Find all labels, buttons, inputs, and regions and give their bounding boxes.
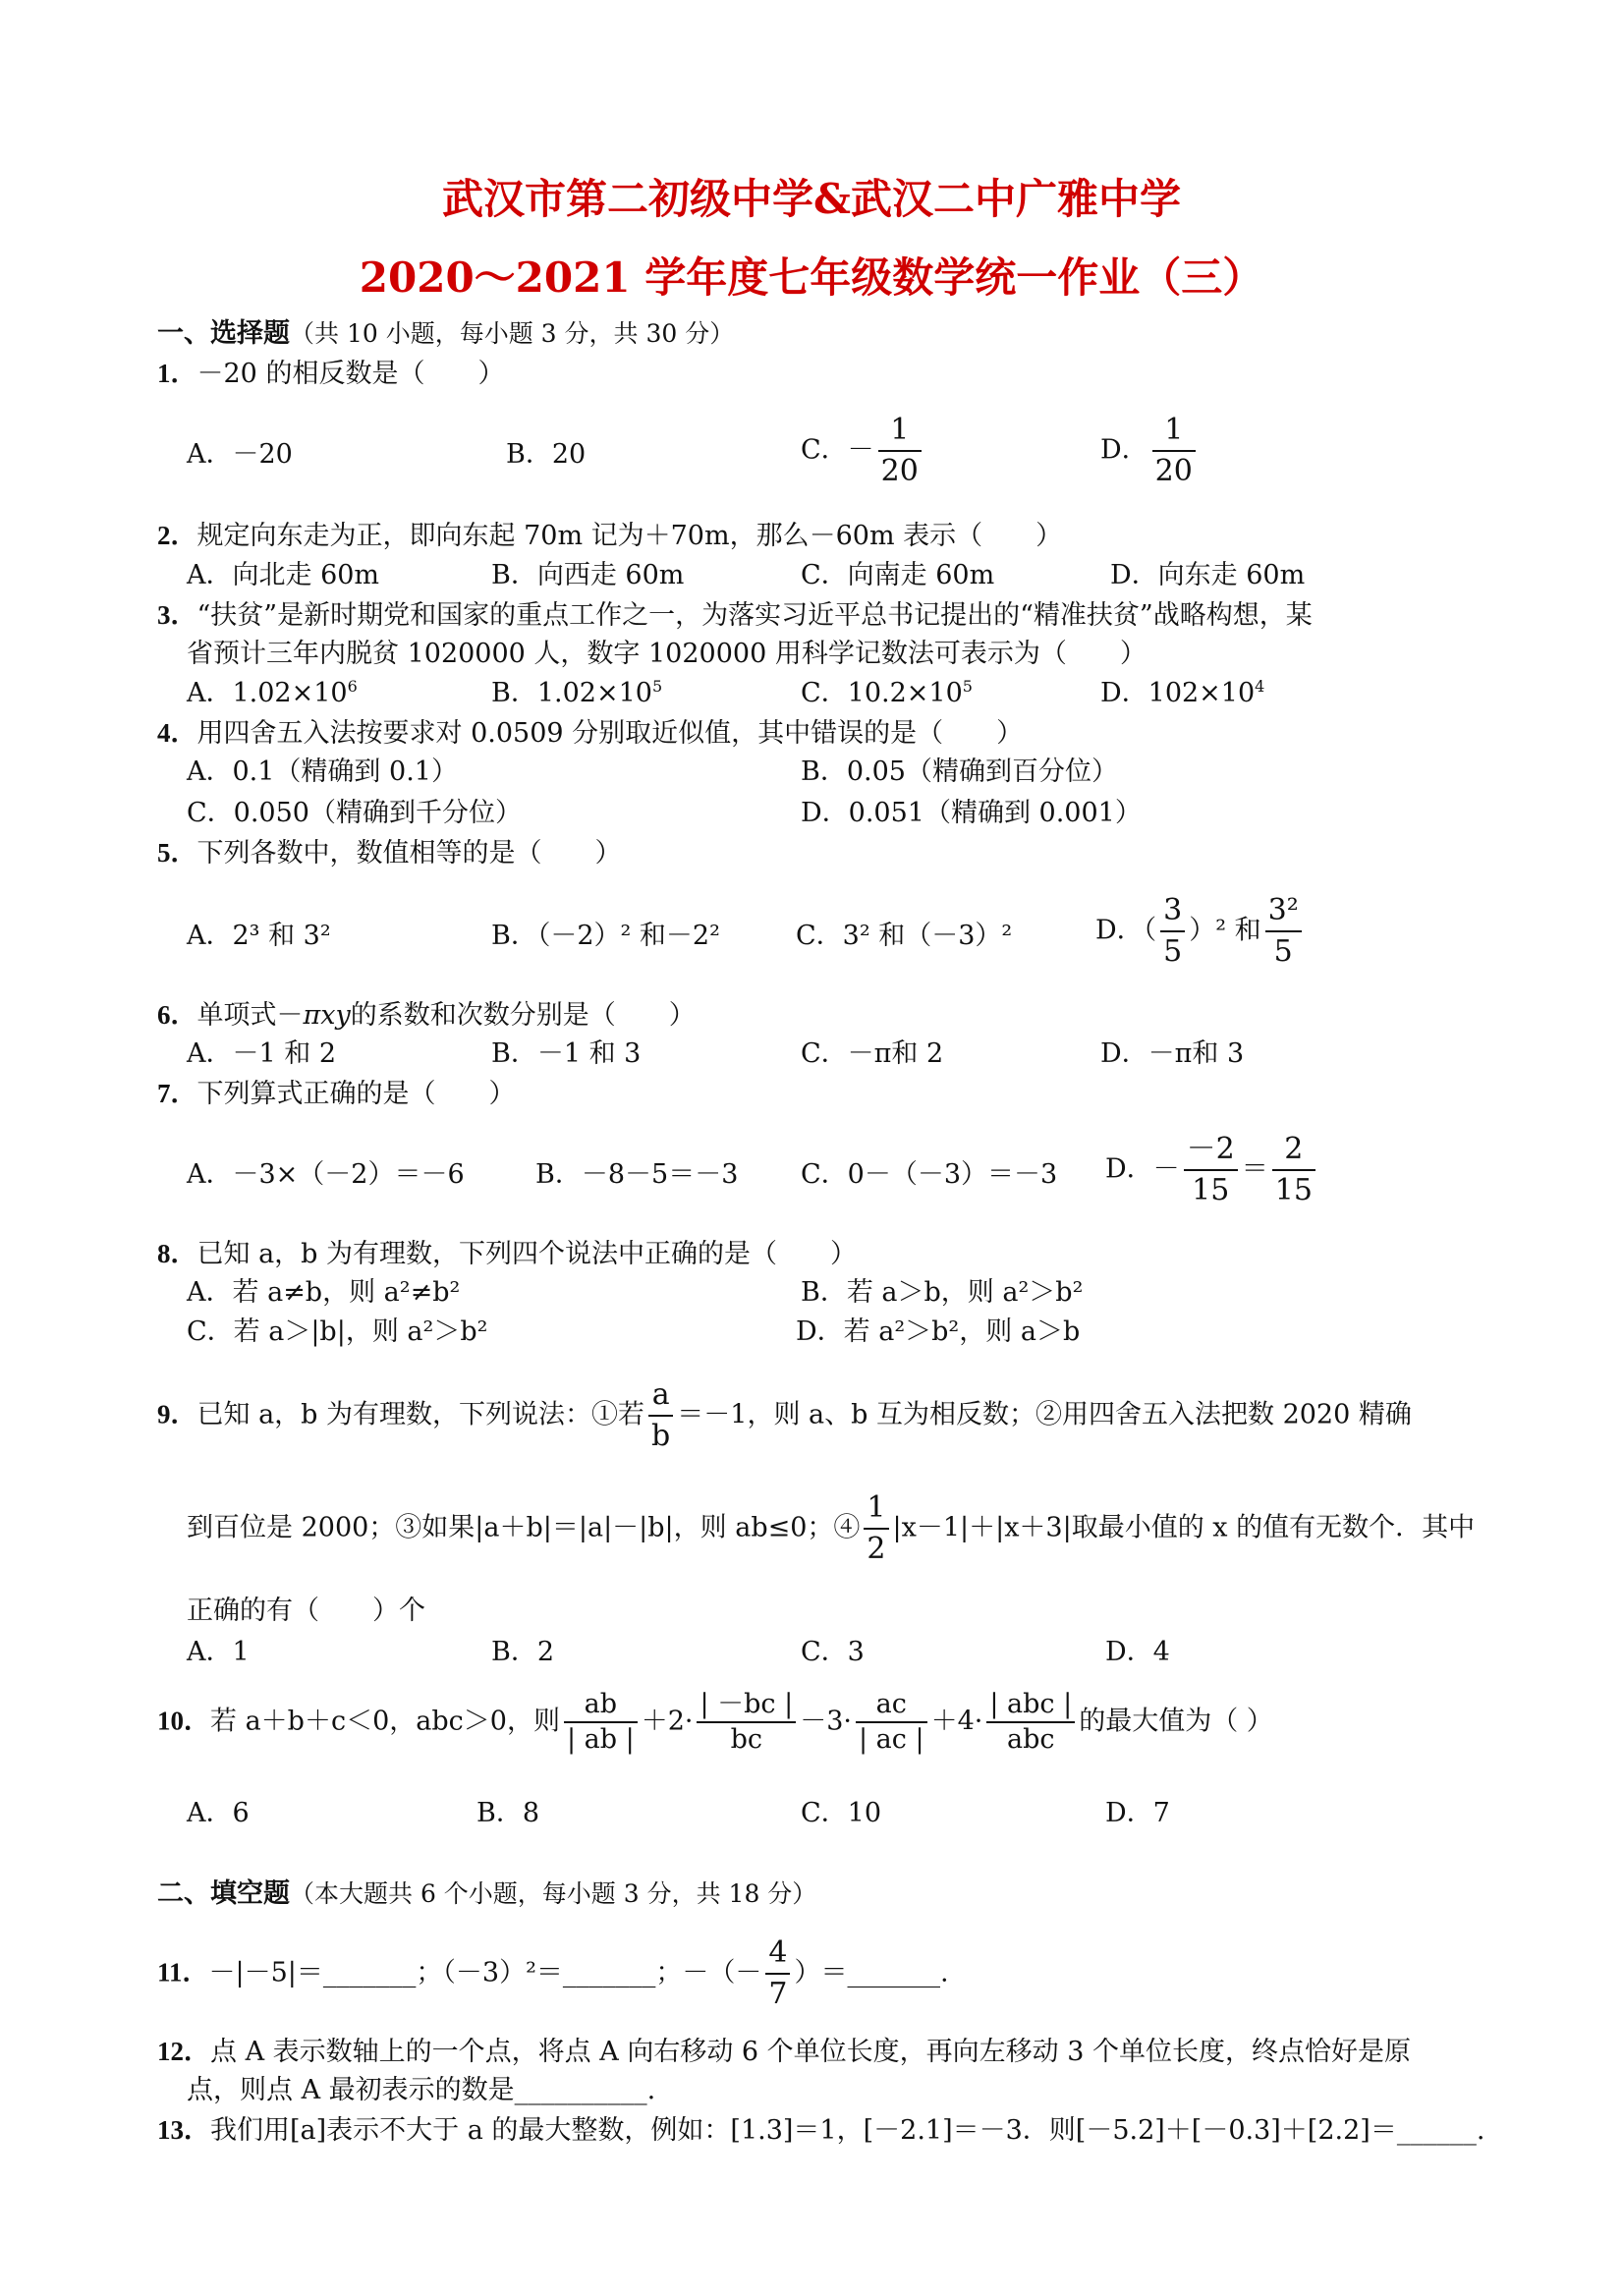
option-label: D． bbox=[1100, 434, 1148, 466]
q8-option-b: B．若 a＞b，则 a²＞b² bbox=[801, 1277, 1084, 1308]
q4-option-c: C．0.050（精确到千分位） bbox=[187, 798, 522, 828]
question-text: 用四舍五入法按要求对 0.0509 分别取近似值，其中错误的是（ ） bbox=[196, 718, 1024, 749]
fraction bbox=[1265, 891, 1302, 972]
question-6-stem bbox=[157, 997, 696, 1034]
question-text: “扶贫”是新时期党和国家的重点工作之一，为落实习近平总书记提出的“精准扶贫”战略构想，某 bbox=[196, 600, 1313, 631]
question-text: 若 a＋b＋c＜0，abc＞0，则 bbox=[210, 1706, 560, 1737]
section-2-heading bbox=[157, 1876, 816, 1912]
q6-option-d: D．－π和 3 bbox=[1100, 1038, 1245, 1069]
question-11 bbox=[157, 1933, 949, 2014]
question-text: 下列算式正确的是（ ） bbox=[196, 1079, 516, 1109]
question-text: 我们用[a]表示不大于 a 的最大整数，例如：[1.3]＝1，[－2.1]＝－3．则[－5.2]＋[－0.3]＋[2.2]＝______. bbox=[210, 2115, 1485, 2146]
question-number: 6． bbox=[157, 1000, 197, 1030]
q9-option-b: B．2 bbox=[491, 1637, 555, 1667]
q7-option-b: B．－8－5＝－3 bbox=[535, 1159, 739, 1190]
numerator: ab bbox=[564, 1688, 638, 1723]
fraction bbox=[564, 1688, 638, 1757]
question-text: |x－1|＋|x＋3|取最小值的 x 的值有无数个．其中 bbox=[892, 1512, 1476, 1543]
question-text: 点 A 表示数轴上的一个点，将点 A 向右移动 6 个单位长度，再向左移动 3 个单位长度，终点恰好是原 bbox=[210, 2037, 1412, 2067]
q2-option-b: B．向西走 60m bbox=[491, 560, 685, 590]
q3-option-c bbox=[801, 676, 973, 711]
question-3-stem bbox=[157, 597, 1313, 634]
q9-option-a: A．1 bbox=[187, 1637, 250, 1667]
fraction bbox=[986, 1688, 1075, 1757]
q10-option-b: B．8 bbox=[476, 1798, 540, 1828]
denominator: 2 bbox=[867, 1532, 886, 1566]
question-text: 到百位是 2000；③如果|a＋b|＝|a|－|b|，则 ab≤0；④ bbox=[187, 1512, 861, 1543]
question-number: 5． bbox=[157, 838, 197, 868]
denominator: 20 bbox=[1154, 454, 1193, 488]
q1-option-d bbox=[1100, 411, 1200, 491]
q5-option-a: A．2³ 和 3² bbox=[187, 921, 331, 951]
option-text: D．102×10 bbox=[1100, 678, 1256, 708]
question-text: 已知 a，b 为有理数，下列说法：①若 bbox=[196, 1399, 645, 1430]
question-number: 9． bbox=[157, 1399, 197, 1429]
question-5-stem bbox=[157, 835, 622, 871]
numerator: 1 bbox=[878, 411, 922, 452]
question-number: 3． bbox=[157, 600, 197, 630]
fraction bbox=[648, 1375, 673, 1456]
q8-option-d: D．若 a²＞b²，则 a＞b bbox=[796, 1316, 1081, 1347]
q9-option-d: D．4 bbox=[1105, 1637, 1170, 1667]
question-9-stem-line3: 正确的有（ ）个 bbox=[187, 1596, 425, 1626]
denominator: 5 bbox=[1273, 934, 1293, 969]
denominator: | ac | bbox=[859, 1724, 924, 1755]
question-text: 已知 a，b 为有理数，下列四个说法中正确的是（ ） bbox=[196, 1239, 858, 1269]
exponent: 6 bbox=[347, 677, 358, 696]
denominator: 20 bbox=[880, 454, 919, 488]
exponent: 5 bbox=[962, 677, 973, 696]
fraction bbox=[1272, 1130, 1315, 1210]
q9-option-c: C．3 bbox=[801, 1637, 865, 1667]
denominator: abc bbox=[1007, 1724, 1055, 1755]
question-10-stem bbox=[157, 1688, 1273, 1757]
q1-option-c bbox=[801, 411, 925, 491]
denominator: 5 bbox=[1163, 934, 1183, 969]
numerator: 1 bbox=[864, 1488, 888, 1530]
question-13 bbox=[157, 2112, 1484, 2149]
q5-option-d bbox=[1095, 891, 1306, 972]
question-7-stem bbox=[157, 1076, 516, 1112]
question-text: 下列各数中，数值相等的是（ ） bbox=[196, 838, 622, 868]
question-9-stem-line2 bbox=[187, 1488, 1475, 1569]
option-label: D．（ bbox=[1095, 915, 1157, 946]
question-12-line2: 点，则点 A 最初表示的数是__________. bbox=[187, 2075, 656, 2105]
school-title: 武汉市第二初级中学&武汉二中广雅中学 bbox=[442, 175, 1181, 223]
q2-option-a: A．向北走 60m bbox=[187, 560, 380, 590]
numerator: a bbox=[648, 1375, 673, 1417]
q8-option-a: A．若 a≠b，则 a²≠b² bbox=[187, 1277, 461, 1308]
q7-option-d bbox=[1105, 1130, 1319, 1210]
numerator: －2 bbox=[1184, 1130, 1238, 1171]
denominator: 7 bbox=[768, 1977, 788, 2011]
option-text: ）² 和 bbox=[1189, 915, 1261, 946]
numerator: | abc | bbox=[986, 1688, 1075, 1723]
operator: ＋4· bbox=[930, 1706, 983, 1737]
option-text: C．10.2×10 bbox=[801, 678, 963, 708]
q4-option-b: B．0.05（精确到百分位） bbox=[801, 756, 1118, 787]
q8-option-c: C．若 a＞|b|，则 a²＞b² bbox=[187, 1316, 488, 1347]
q10-option-d: D．7 bbox=[1105, 1798, 1170, 1828]
fraction bbox=[765, 1933, 790, 2014]
question-text: 的最大值为（ ） bbox=[1079, 1706, 1273, 1737]
denominator: 15 bbox=[1274, 1173, 1313, 1207]
section-1-note: （共 10 小题，每小题 3 分，共 30 分） bbox=[290, 319, 735, 348]
question-number: 7． bbox=[157, 1079, 197, 1108]
question-4-stem bbox=[157, 715, 1023, 752]
q4-option-a: A．0.1（精确到 0.1） bbox=[187, 756, 458, 787]
numerator: | －bc | bbox=[697, 1688, 796, 1723]
equals-sign: ＝ bbox=[1241, 1153, 1268, 1185]
fraction bbox=[1184, 1130, 1238, 1210]
q10-option-c: C．10 bbox=[801, 1798, 882, 1828]
q6-option-b: B．－1 和 3 bbox=[491, 1038, 642, 1069]
question-text: 的系数和次数分别是（ ） bbox=[350, 1000, 696, 1031]
question-2-stem bbox=[157, 518, 1062, 554]
question-text: ＝－1，则 a、b 互为相反数；②用四舍五入法把数 2020 精确 bbox=[677, 1399, 1412, 1430]
q1-option-b: B．20 bbox=[506, 439, 587, 470]
variable: πxy bbox=[303, 1000, 351, 1031]
q3-option-b bbox=[491, 676, 662, 711]
denominator: | ab | bbox=[566, 1724, 635, 1755]
numerator: 1 bbox=[1152, 411, 1196, 452]
exam-title: 2020～2021 学年度七年级数学统一作业（三） bbox=[359, 253, 1264, 302]
numerator: 3² bbox=[1265, 891, 1302, 932]
question-number: 8． bbox=[157, 1239, 197, 1268]
option-label: D．－ bbox=[1105, 1153, 1180, 1185]
question-number: 12． bbox=[157, 2037, 210, 2066]
numerator: ac bbox=[856, 1688, 927, 1723]
q2-option-d: D．向东走 60m bbox=[1110, 560, 1306, 590]
q1-option-a: A．－20 bbox=[187, 439, 293, 470]
exponent: 5 bbox=[651, 677, 663, 696]
q7-option-c: C．0－（－3）＝－3 bbox=[801, 1159, 1058, 1190]
option-text: B．1.02×10 bbox=[491, 678, 652, 708]
question-text: ）＝_______. bbox=[794, 1957, 949, 1988]
q5-option-c: C．3² 和（－3）² bbox=[796, 921, 1013, 951]
question-number: 1． bbox=[157, 359, 197, 388]
question-text: －|－5|＝_______；（－3）²＝_______；－（－ bbox=[208, 1957, 762, 1988]
question-12 bbox=[157, 2034, 1411, 2070]
section-1-heading bbox=[157, 316, 734, 352]
operator: ＋2· bbox=[641, 1706, 694, 1737]
fraction bbox=[697, 1688, 796, 1757]
section-1-name: 一、选择题 bbox=[157, 318, 290, 349]
question-number: 2． bbox=[157, 521, 197, 550]
denominator: b bbox=[651, 1419, 671, 1453]
fraction bbox=[1160, 891, 1185, 972]
numerator: 2 bbox=[1272, 1130, 1315, 1171]
q4-option-d: D．0.051（精确到 0.001） bbox=[801, 798, 1142, 828]
q6-option-a: A．－1 和 2 bbox=[187, 1038, 337, 1069]
fraction bbox=[878, 411, 922, 491]
question-number: 13． bbox=[157, 2115, 210, 2145]
question-text: 规定向东走为正，即向东起 70m 记为＋70m，那么－60m 表示（ ） bbox=[196, 521, 1063, 551]
q7-option-a: A．－3×（－2）＝－6 bbox=[187, 1159, 465, 1190]
section-2-name: 二、填空题 bbox=[157, 1878, 290, 1909]
numerator: 4 bbox=[765, 1933, 790, 1975]
q3-option-a bbox=[187, 676, 358, 711]
question-1-stem bbox=[157, 356, 504, 392]
section-2-note: （本大题共 6 个小题，每小题 3 分，共 18 分） bbox=[290, 1879, 817, 1908]
fraction bbox=[864, 1488, 888, 1569]
q5-option-b: B．（－2）² 和－2² bbox=[491, 921, 720, 951]
question-text: 单项式－ bbox=[196, 1000, 304, 1031]
operator: －3· bbox=[800, 1706, 852, 1737]
question-number: 11． bbox=[157, 1957, 209, 1988]
q2-option-c: C．向南走 60m bbox=[801, 560, 995, 590]
numerator: 3 bbox=[1160, 891, 1185, 932]
fraction bbox=[856, 1688, 927, 1757]
option-label: C．－ bbox=[801, 434, 874, 466]
denominator: bc bbox=[730, 1724, 763, 1755]
option-text: A．1.02×10 bbox=[187, 678, 348, 708]
fraction bbox=[1152, 411, 1196, 491]
exponent: 4 bbox=[1255, 677, 1265, 696]
q10-option-a: A．6 bbox=[187, 1798, 250, 1828]
q6-option-c: C．－π和 2 bbox=[801, 1038, 944, 1069]
q3-option-d bbox=[1100, 676, 1264, 711]
question-number: 10． bbox=[157, 1706, 210, 1736]
denominator: 15 bbox=[1192, 1173, 1230, 1207]
question-text: －20 的相反数是（ ） bbox=[196, 359, 505, 389]
question-number: 4． bbox=[157, 718, 197, 748]
question-8-stem bbox=[157, 1236, 857, 1272]
question-3-stem-line2: 省预计三年内脱贫 1020000 人，数字 1020000 用科学记数法可表示为（ ） bbox=[187, 639, 1147, 669]
question-9-stem bbox=[157, 1375, 1412, 1456]
